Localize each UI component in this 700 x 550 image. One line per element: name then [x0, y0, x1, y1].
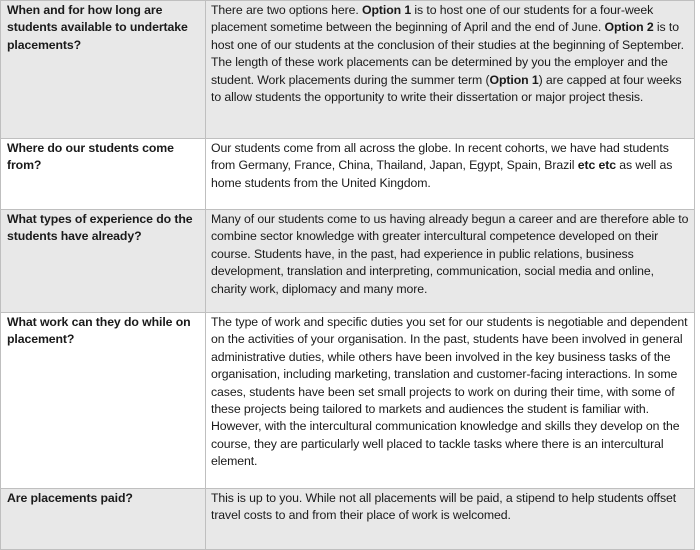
- faq-row-experience: [1, 210, 695, 313]
- answer-text: as well as home students from the United Kingdom.: [211, 158, 673, 190]
- answer-cell: Many of our students come to us having already begun a career and are therefore able to combine sector knowledge with greater intercultural competence developed on their course. Students have, in the past, had experience in public relations, business development, translation and interpreting, communication, social media and online, charity work, diplomacy and many more.: [206, 210, 695, 313]
- answer-cell: The type of work and specific duties you set for our students is negotiable and dependent on the activities of your organisation. In the past, students have been involved in general administrative duties, while others have been involved in the key business tasks of the organisation, including marketing, translation and customer-facing interactions. In some cases, students have been set small projects to work on during their time, with some of these projects being tailored to markets and audiences the student is familiar with. However, with the intercultural communication knowledge and skills they develop on the course, they are particularly well placed to tackle tasks where there is an intercultural element.: [206, 313, 695, 489]
- answer-emphasis: Option 1: [489, 72, 539, 87]
- answer-text: Our students come from all across the globe. In recent cohorts, we have had students from Germany, France, China, Thailand, Japan, Egypt, Spain, Brazil: [211, 141, 669, 173]
- question-cell: What work can they do while on placement?: [1, 313, 206, 489]
- answer-cell: [206, 1, 695, 139]
- faq-row-work: [1, 313, 695, 489]
- answer-emphasis: Option 1: [362, 3, 412, 17]
- answer-emphasis: Option 2: [604, 20, 654, 35]
- answer-text: ) are capped at four weeks to allow students the opportunity to write their dissertation or major project thesis.: [211, 72, 682, 105]
- faq-row-availability: [1, 1, 695, 139]
- faq-row-origin: [1, 139, 695, 210]
- question-cell: What types of experience do the students have already?: [1, 210, 206, 313]
- question-cell: Are placements paid?: [1, 489, 206, 550]
- faq-row-paid: [1, 489, 695, 550]
- answer-cell: This is up to you. While not all placements will be paid, a stipend to help students offset travel costs to and from their place of work is welcomed.: [206, 489, 695, 550]
- question-cell: Where do our students come from?: [1, 139, 206, 210]
- answer-cell: [206, 139, 695, 210]
- question-cell: When and for how long are students available to undertake placements?: [1, 1, 206, 139]
- answer-emphasis: etc etc: [577, 158, 616, 173]
- answer-text: is to host one of our students for a four-week placement sometime between the beginning of April and the end of June.: [211, 3, 654, 35]
- answer-text: There are two options here.: [211, 3, 362, 17]
- answer-text: is to host one of our students at the conclusion of their studies at the beginning of September. The length of these work placements can be determined by you the employer and the student. Work placements during the summer term (: [211, 20, 684, 87]
